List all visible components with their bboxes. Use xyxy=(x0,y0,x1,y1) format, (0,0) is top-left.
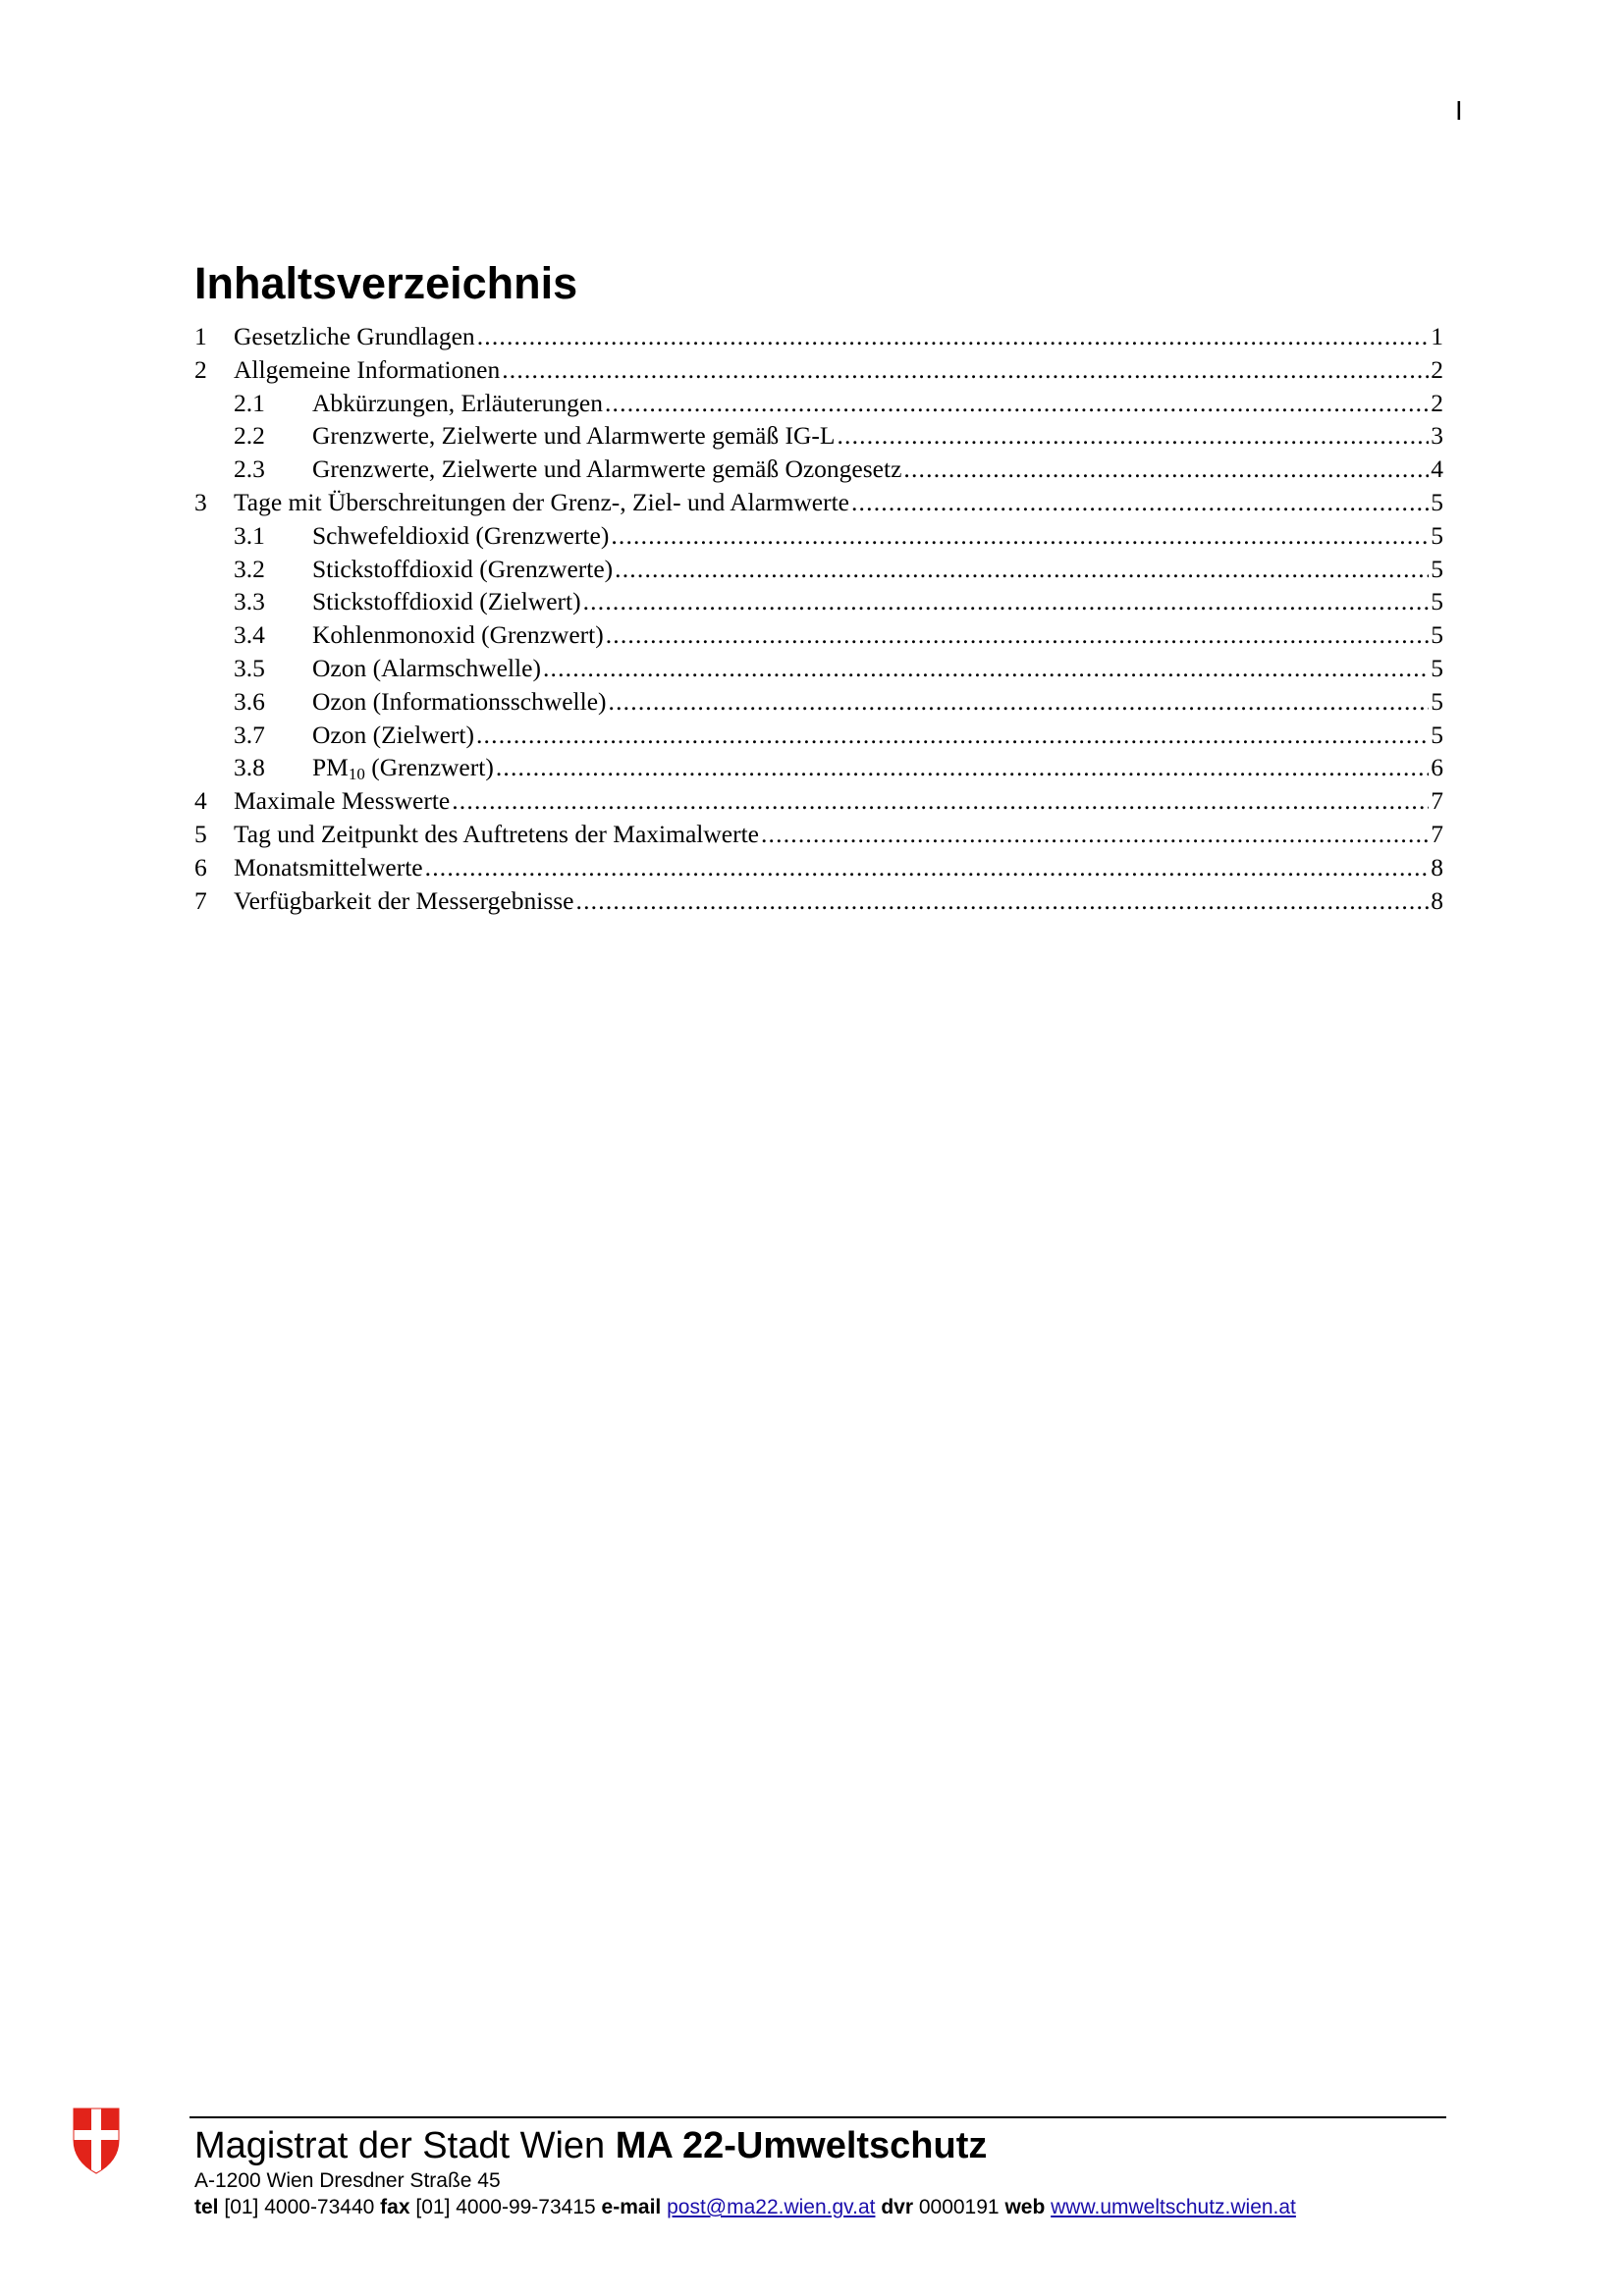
toc-entry-title: Stickstoffdioxid (Grenzwerte) xyxy=(312,553,615,586)
toc-entry-page: 6 xyxy=(1431,753,1443,782)
toc-entry-title: Tag und Zeitpunkt des Auftretens der Maximalwerte xyxy=(234,818,761,851)
toc-entry-number: 3.4 xyxy=(234,620,265,650)
toc-title: Inhaltsverzeichnis xyxy=(194,258,578,308)
toc-entry-title-rest: (Grenzwert) xyxy=(364,753,494,782)
toc-entry-page: 2 xyxy=(1431,354,1443,384)
footer-address: A-1200 Wien Dresdner Straße 45 xyxy=(194,2169,501,2192)
toc-entry-page: 5 xyxy=(1431,620,1443,650)
toc-entry[interactable] xyxy=(194,784,1443,818)
web-label: web xyxy=(1004,2196,1046,2218)
toc-entry[interactable] xyxy=(194,419,1443,453)
toc-entry[interactable] xyxy=(194,652,1443,685)
toc-entry[interactable] xyxy=(194,519,1443,553)
toc-dot-leader xyxy=(543,652,1429,685)
toc-dot-leader xyxy=(477,320,1430,353)
toc-entry-title: Schwefeldioxid (Grenzwerte) xyxy=(312,519,611,553)
toc-entry-number: 1 xyxy=(194,322,207,350)
toc-dot-leader xyxy=(476,719,1429,752)
toc-entry-page: 8 xyxy=(1431,885,1443,915)
table-of-contents xyxy=(194,320,1443,917)
toc-entry-page: 5 xyxy=(1431,487,1443,516)
toc-entry-number: 6 xyxy=(194,852,207,881)
toc-entry-number: 3.8 xyxy=(234,753,265,782)
toc-entry[interactable] xyxy=(194,453,1443,486)
toc-entry-number: 3.5 xyxy=(234,653,265,682)
toc-dot-leader xyxy=(851,486,1429,519)
toc-entry-title: Maximale Messwerte xyxy=(234,784,452,818)
toc-dot-leader xyxy=(583,585,1430,618)
toc-entry[interactable] xyxy=(194,553,1443,586)
footer-organization xyxy=(194,2124,987,2167)
email-label: e-mail xyxy=(601,2196,662,2218)
toc-dot-leader xyxy=(452,784,1429,818)
toc-entry-title: Ozon (Informationsschwelle) xyxy=(312,685,609,719)
toc-entry-number: 7 xyxy=(194,885,207,915)
toc-entry[interactable] xyxy=(194,851,1443,884)
toc-dot-leader xyxy=(609,685,1430,719)
toc-entry-title: Grenzwerte, Zielwerte und Alarmwerte gemäß Ozongesetz xyxy=(312,453,903,486)
toc-entry-page: 5 xyxy=(1431,653,1443,682)
toc-entry-title: Stickstoffdioxid (Zielwert) xyxy=(312,585,583,618)
toc-entry-number: 3.7 xyxy=(234,720,265,749)
toc-entry-number: 5 xyxy=(194,819,207,848)
toc-dot-leader xyxy=(576,884,1430,918)
toc-entry-title: Tage mit Überschreitungen der Grenz-, Ziel- und Alarmwerte xyxy=(234,486,851,519)
toc-entry-title: Kohlenmonoxid (Grenzwert) xyxy=(312,618,606,652)
toc-entry[interactable] xyxy=(194,320,1443,353)
tel-value: [01] 4000-73440 xyxy=(224,2196,375,2218)
tel-label: tel xyxy=(194,2196,219,2218)
department-name: MA 22-Umweltschutz xyxy=(615,2125,988,2166)
toc-entry-title: Grenzwerte, Zielwerte und Alarmwerte gemäß IG-L xyxy=(312,419,837,453)
toc-entry-title: Ozon (Zielwert) xyxy=(312,719,476,752)
toc-entry[interactable] xyxy=(194,751,1443,784)
toc-dot-leader xyxy=(496,751,1429,784)
toc-entry-number: 3.2 xyxy=(234,554,265,583)
toc-entry[interactable] xyxy=(194,585,1443,618)
toc-entry[interactable] xyxy=(194,486,1443,519)
toc-dot-leader xyxy=(611,519,1429,553)
toc-entry[interactable] xyxy=(194,685,1443,719)
toc-entry-page: 5 xyxy=(1431,587,1443,616)
fax-label: fax xyxy=(380,2196,410,2218)
footer-contact-line xyxy=(194,2195,1296,2220)
toc-entry-number: 2.2 xyxy=(234,421,265,451)
toc-entry-number: 3.1 xyxy=(234,520,265,550)
toc-entry-title xyxy=(312,751,496,787)
toc-entry[interactable] xyxy=(194,884,1443,918)
toc-dot-leader xyxy=(903,453,1429,486)
toc-entry-title: Abkürzungen, Erläuterungen xyxy=(312,387,605,420)
toc-entry-title: Gesetzliche Grundlagen xyxy=(234,320,477,353)
website-link[interactable]: www.umweltschutz.wien.at xyxy=(1051,2196,1296,2218)
toc-entry-number: 2 xyxy=(194,354,207,384)
toc-entry-title: Ozon (Alarmschwelle) xyxy=(312,652,543,685)
toc-entry-page: 3 xyxy=(1431,421,1443,451)
toc-dot-leader xyxy=(837,419,1429,453)
toc-entry-number: 3.6 xyxy=(234,686,265,716)
toc-entry-number: 4 xyxy=(194,786,207,816)
toc-entry-number: 3.3 xyxy=(234,587,265,616)
toc-entry[interactable] xyxy=(194,818,1443,851)
toc-dot-leader xyxy=(605,387,1429,420)
toc-entry-page: 5 xyxy=(1431,554,1443,583)
toc-entry-page: 5 xyxy=(1431,520,1443,550)
toc-dot-leader xyxy=(606,618,1430,652)
dvr-value: 0000191 xyxy=(918,2196,1000,2218)
email-link[interactable]: post@ma22.wien.gv.at xyxy=(667,2196,876,2218)
toc-entry-title-subscript: 10 xyxy=(348,765,365,784)
toc-entry-number: 2.1 xyxy=(234,388,265,417)
fax-value: [01] 4000-99-73415 xyxy=(415,2196,596,2218)
organization-name: Magistrat der Stadt Wien xyxy=(194,2125,606,2166)
toc-dot-leader xyxy=(502,353,1429,387)
toc-entry-page: 4 xyxy=(1431,454,1443,484)
toc-entry[interactable] xyxy=(194,719,1443,752)
toc-entry-page: 7 xyxy=(1431,819,1443,848)
toc-entry-title: Monatsmittelwerte xyxy=(234,851,425,884)
dvr-label: dvr xyxy=(881,2196,913,2218)
toc-entry[interactable] xyxy=(194,618,1443,652)
toc-entry-title: Allgemeine Informationen xyxy=(234,353,502,387)
toc-entry-number: 2.3 xyxy=(234,454,265,484)
toc-entry[interactable] xyxy=(194,353,1443,387)
footer-divider xyxy=(189,2116,1446,2118)
toc-entry-page: 2 xyxy=(1431,388,1443,417)
page-number: I xyxy=(1455,97,1463,127)
toc-entry-page: 8 xyxy=(1431,852,1443,881)
vienna-coat-of-arms-icon xyxy=(72,2107,121,2175)
toc-dot-leader xyxy=(615,553,1429,586)
toc-entry-page: 1 xyxy=(1431,322,1443,350)
toc-entry-title: Verfügbarkeit der Messergebnisse xyxy=(234,884,576,918)
toc-entry-page: 5 xyxy=(1431,720,1443,749)
toc-dot-leader xyxy=(425,851,1430,884)
toc-entry-title-main: PM xyxy=(312,753,349,782)
toc-entry[interactable] xyxy=(194,387,1443,420)
toc-dot-leader xyxy=(761,818,1429,851)
toc-entry-page: 7 xyxy=(1431,786,1443,816)
toc-entry-page: 5 xyxy=(1431,686,1443,716)
toc-entry-number: 3 xyxy=(194,487,207,516)
